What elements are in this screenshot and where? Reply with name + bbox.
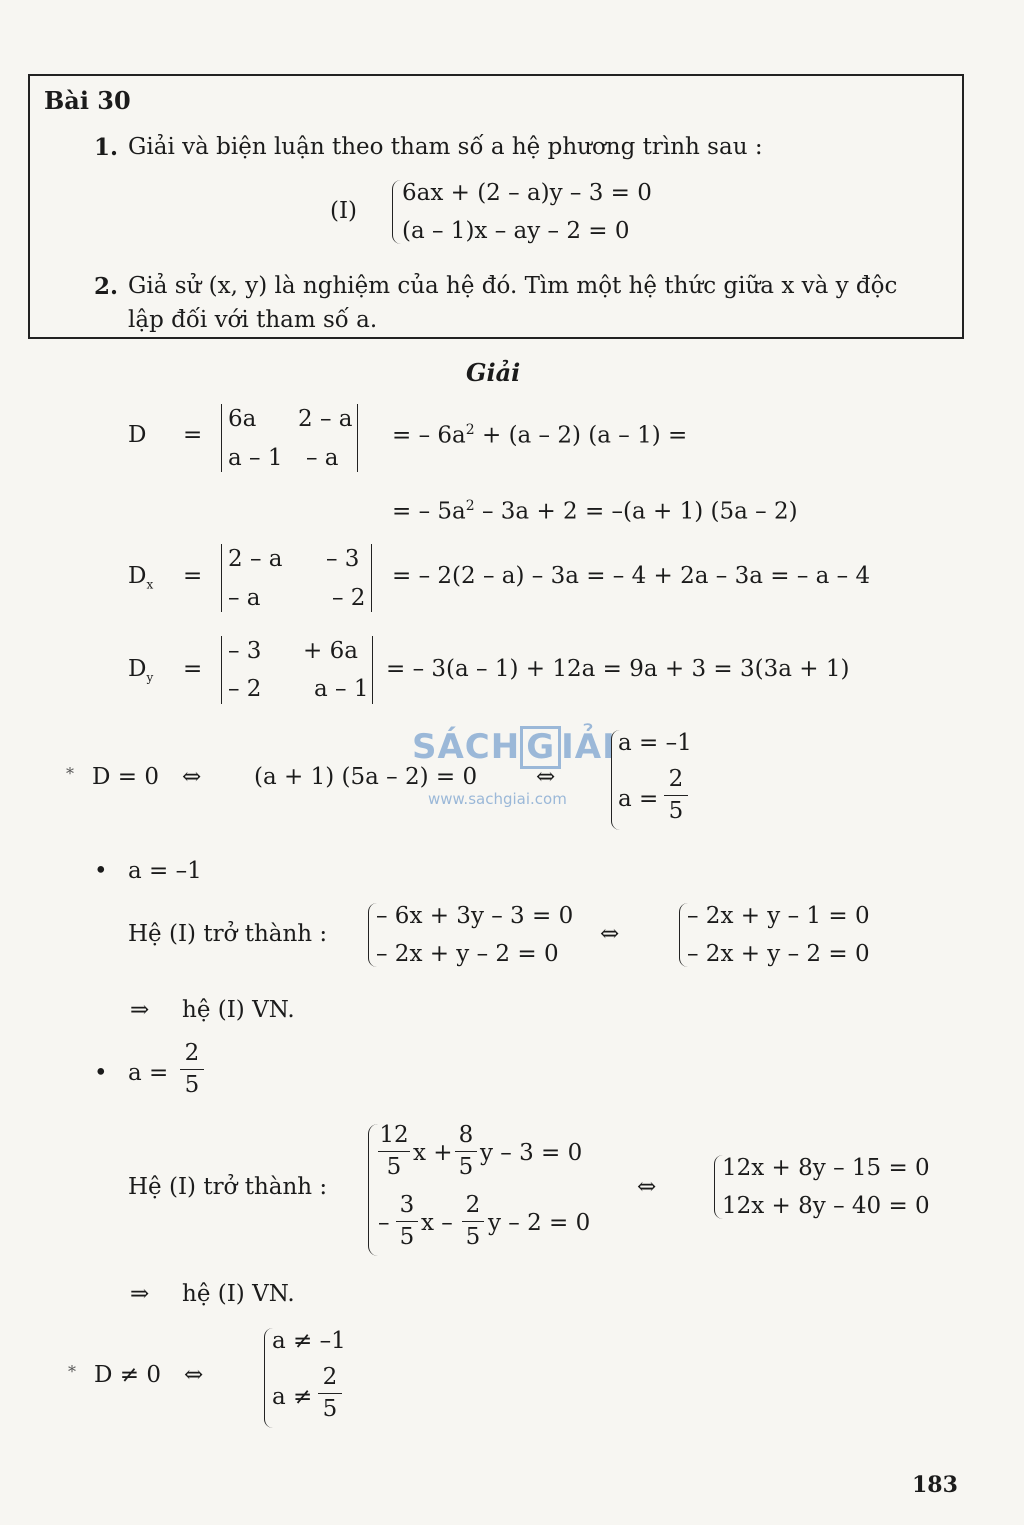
subcase-1-condition: a = –1 bbox=[128, 858, 202, 884]
subcase-2-eq-4: 12x + 8y – 40 = 0 bbox=[722, 1193, 930, 1219]
dx-label: $D_x$ bbox=[128, 563, 154, 592]
case-nonzero-lhs: D ≠ 0 bbox=[94, 1362, 161, 1388]
system-label: (I) bbox=[330, 198, 358, 224]
subcase-2-minus: – bbox=[378, 1210, 390, 1236]
subcase-2-fraction-2-5: 2 5 bbox=[462, 1194, 484, 1249]
d-matrix-right-bar bbox=[357, 404, 358, 472]
d-m12: 2 – a bbox=[298, 406, 353, 432]
question-1-number: 1. bbox=[94, 134, 119, 161]
dy-matrix-right-bar bbox=[372, 636, 373, 704]
subcase-2-bullet: • bbox=[94, 1060, 108, 1086]
dy-m11: – 3 bbox=[228, 638, 262, 664]
question-2-line-1: Giả sử (x, y) là nghiệm của hệ đó. Tìm một hệ thức giữa x và y độc bbox=[128, 273, 898, 299]
subcase-2-fraction-3-5: 3 5 bbox=[396, 1194, 418, 1249]
subcase-1-bullet: • bbox=[94, 858, 108, 884]
system-equation-1: 6ax + (2 – a)y – 3 = 0 bbox=[402, 180, 652, 206]
case-zero-bullet: * bbox=[66, 764, 74, 783]
case-zero-option-2-fraction: 2 5 bbox=[664, 768, 688, 823]
case-zero-option-2-prefix: a = bbox=[618, 786, 659, 812]
question-1-text: Giải và biện luận theo tham số a hệ phương trình sau : bbox=[128, 134, 763, 160]
system-brace bbox=[392, 180, 401, 244]
subcase-2-conclusion-arrow: ⇒ bbox=[130, 1281, 150, 1307]
case-zero-option-1: a = –1 bbox=[618, 730, 692, 756]
subcase-1-arrow: ⇔ bbox=[600, 921, 620, 947]
subcase-2-conclusion: hệ (I) VN. bbox=[182, 1281, 295, 1307]
case-zero-arrow-2: ⇔ bbox=[536, 764, 556, 790]
subcase-2-intro: Hệ (I) trở thành : bbox=[128, 1174, 328, 1200]
problem-box bbox=[28, 74, 964, 339]
d-label: D bbox=[128, 422, 147, 448]
d-matrix-left-bar bbox=[221, 404, 222, 472]
d-m11: 6a bbox=[228, 406, 257, 432]
dx-matrix-right-bar bbox=[371, 544, 372, 612]
subcase-2-x-minus: x – bbox=[421, 1210, 453, 1236]
dy-m12: + 6a bbox=[303, 638, 358, 664]
subcase-2-condition-prefix: a = bbox=[128, 1060, 169, 1086]
subcase-2-arrow: ⇔ bbox=[637, 1174, 657, 1200]
subcase-1-conclusion: hệ (I) VN. bbox=[182, 997, 295, 1023]
d-m21: a – 1 bbox=[228, 445, 283, 471]
case-zero-lhs: D = 0 bbox=[92, 764, 159, 790]
dy-m22: a – 1 bbox=[314, 676, 369, 702]
dx-m11: 2 – a bbox=[228, 546, 283, 572]
subcase-1-conclusion-arrow: ⇒ bbox=[130, 997, 150, 1023]
d-result-line-2: = – $5a^2 - 3a + 2 = -(a + 1)$ (5a – 2) bbox=[392, 498, 798, 525]
dx-m12: – 3 bbox=[326, 546, 360, 572]
case-zero-arrow: ⇔ bbox=[182, 764, 202, 790]
dx-matrix-left-bar bbox=[221, 544, 222, 612]
case-nonzero-option-2-prefix: a ≠ bbox=[272, 1384, 313, 1410]
subcase-2-eq-2-tail: y – 2 = 0 bbox=[488, 1210, 591, 1236]
case-nonzero-option-1: a ≠ –1 bbox=[272, 1328, 346, 1354]
subcase-1-intro: Hệ (I) trở thành : bbox=[128, 921, 328, 947]
dx-equals: = bbox=[183, 563, 203, 589]
dx-m22: – 2 bbox=[332, 585, 366, 611]
dx-m21: – a bbox=[228, 585, 261, 611]
dy-matrix-left-bar bbox=[221, 636, 222, 704]
subcase-2-brace-1 bbox=[368, 1124, 378, 1256]
subcase-1-eq-4: – 2x + y – 2 = 0 bbox=[687, 941, 870, 967]
solution-heading: Giải bbox=[466, 358, 521, 387]
d-m22: – a bbox=[306, 445, 339, 471]
dy-m21: – 2 bbox=[228, 676, 262, 702]
subcase-2-eq-3: 12x + 8y – 15 = 0 bbox=[722, 1155, 930, 1181]
system-equation-2: (a – 1)x – ay – 2 = 0 bbox=[402, 218, 630, 244]
d-result-line-1: = – $6a^2 + (a - 2)$ (a – 1) = bbox=[392, 422, 688, 449]
subcase-2-fraction-12-5: 12 5 bbox=[379, 1122, 409, 1180]
subcase-2-eq-1-tail: y – 3 = 0 bbox=[480, 1140, 583, 1166]
subcase-2-x-plus: x + bbox=[413, 1140, 453, 1166]
subcase-1-eq-1: – 6x + 3y – 3 = 0 bbox=[376, 903, 574, 929]
subcase-1-eq-3: – 2x + y – 1 = 0 bbox=[687, 903, 870, 929]
question-2-number: 2. bbox=[94, 273, 119, 300]
dx-result: = – 2(2 – a) – 3a = – 4 + 2a – 3a = – a – 4 bbox=[392, 563, 871, 589]
dy-equals: = bbox=[183, 656, 203, 682]
d-equals: = bbox=[183, 422, 203, 448]
question-2-line-2: lập đối với tham số a. bbox=[128, 307, 378, 333]
problem-title: Bài 30 bbox=[44, 86, 131, 115]
watermark-logo: SÁCH G IẢI bbox=[412, 726, 616, 769]
case-nonzero-bullet: * bbox=[68, 1362, 76, 1381]
case-nonzero-option-2-fraction: 2 5 bbox=[318, 1366, 342, 1421]
subcase-2-fraction-8-5: 8 5 bbox=[455, 1124, 477, 1179]
case-nonzero-arrow: ⇔ bbox=[184, 1362, 204, 1388]
dy-label: $D_y$ bbox=[128, 656, 154, 685]
case-zero-equation: (a + 1) (5a – 2) = 0 bbox=[254, 764, 478, 790]
subcase-2-condition-fraction: 2 5 bbox=[180, 1042, 204, 1097]
watermark-url: www.sachgiai.com bbox=[428, 790, 567, 808]
dy-result: = – 3(a – 1) + 12a = 9a + 3 = 3(3a + 1) bbox=[386, 656, 850, 682]
page-number: 183 bbox=[912, 1472, 958, 1498]
subcase-1-eq-2: – 2x + y – 2 = 0 bbox=[376, 941, 559, 967]
